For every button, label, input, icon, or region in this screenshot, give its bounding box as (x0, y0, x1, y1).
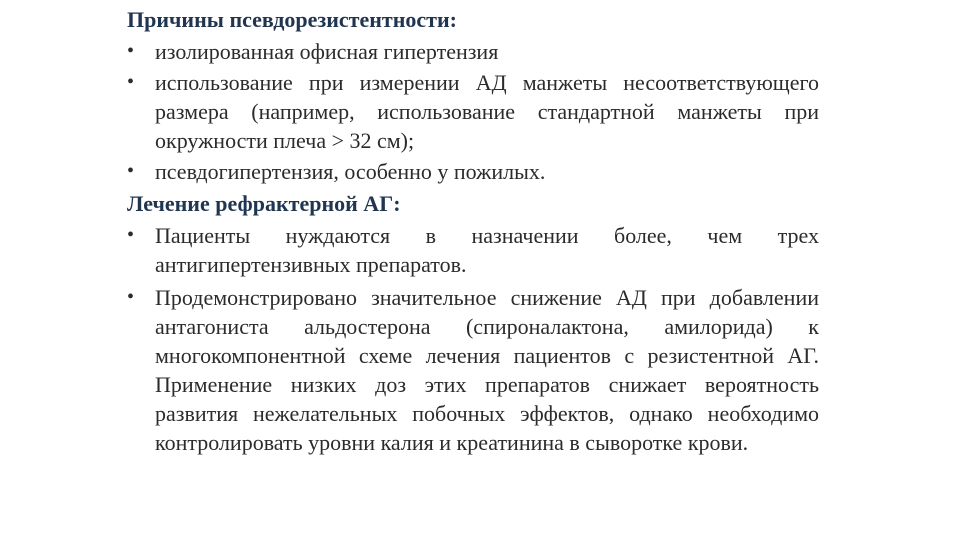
list-item (127, 68, 819, 155)
list-item-text: изолированная офисная гипертензия (155, 39, 499, 64)
bullet-icon: • (127, 160, 135, 182)
bullet-icon: • (127, 224, 135, 246)
list-item-text: Продемонстрировано значительное снижение АД при добавлении антагониста альдостерона (спироналактона, амилорида) к многокомпонентной схеме лечения пациентов с резистентной АГ. Применение низких доз этих препаратов снижает вероятность развития нежелательных побочных эффектов, однако необходимо контролировать уровни калия и креатинина в сыворотке крови. (155, 285, 819, 455)
bullet-icon: • (127, 71, 135, 93)
list-item (127, 157, 819, 186)
heading-pseudoresistance: Причины псевдорезистентности: (127, 7, 457, 32)
list-item-text: псевдогипертензия, особенно у пожилых. (155, 159, 546, 184)
pseudoresistance-list (127, 37, 819, 186)
list-item-text: использование при измерении АД манжеты несоответствующего размера (например, использование стандартной манжеты при окружности плеча > 32 см); (155, 70, 819, 153)
slide-content (127, 4, 819, 459)
bullet-icon: • (127, 40, 135, 62)
list-item (127, 221, 819, 279)
list-item-text: Пациенты нуждаются в назначении более, чем трех антигипертензивных препаратов. (155, 223, 819, 277)
treatment-list (127, 221, 819, 457)
heading-refractory-treatment: Лечение рефрактерной АГ: (127, 191, 401, 216)
list-item (127, 37, 819, 66)
bullet-icon: • (127, 286, 135, 308)
list-item (127, 283, 819, 457)
